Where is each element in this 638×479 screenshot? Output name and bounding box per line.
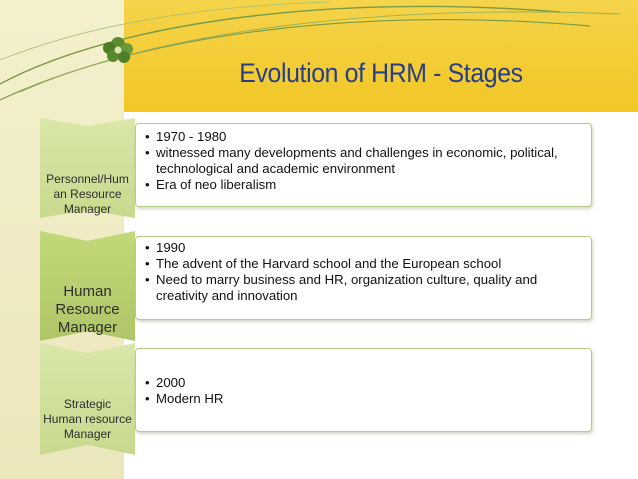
- list-item-continued: technological and academic environment: [156, 161, 395, 176]
- list-item: • Era of neo liberalism: [145, 177, 277, 192]
- list-item: • Need to marry business and HR, organization culture, quality and: [145, 272, 538, 287]
- stage-strategic: [40, 343, 590, 455]
- stage-label: Strategic Human resource Manager: [43, 397, 132, 441]
- stage-details: [135, 123, 592, 207]
- stage-personnel: [40, 118, 590, 218]
- list-item: • The advent of the Harvard school and the European school: [145, 256, 502, 271]
- stage-details: [135, 348, 592, 432]
- list-item-continued: creativity and innovation: [156, 288, 298, 303]
- decorative-swoosh: [0, 0, 638, 110]
- list-item: • Modern HR: [145, 391, 224, 406]
- list-item: • 1970 - 1980: [145, 129, 227, 144]
- stage-human-resource: [40, 231, 590, 341]
- list-item: • witnessed many developments and challenges in economic, political,: [145, 145, 558, 160]
- page-title: Evolution of HRM - Stages: [239, 58, 523, 88]
- stage-details: [135, 236, 592, 320]
- stage-label: Human Resource Manager: [55, 283, 120, 336]
- list-item: • 2000: [145, 375, 186, 390]
- list-item: • 1990: [145, 240, 186, 255]
- stage-label: Personnel/Hum an Resource Manager: [46, 172, 129, 216]
- green-flower-icon: [103, 37, 133, 63]
